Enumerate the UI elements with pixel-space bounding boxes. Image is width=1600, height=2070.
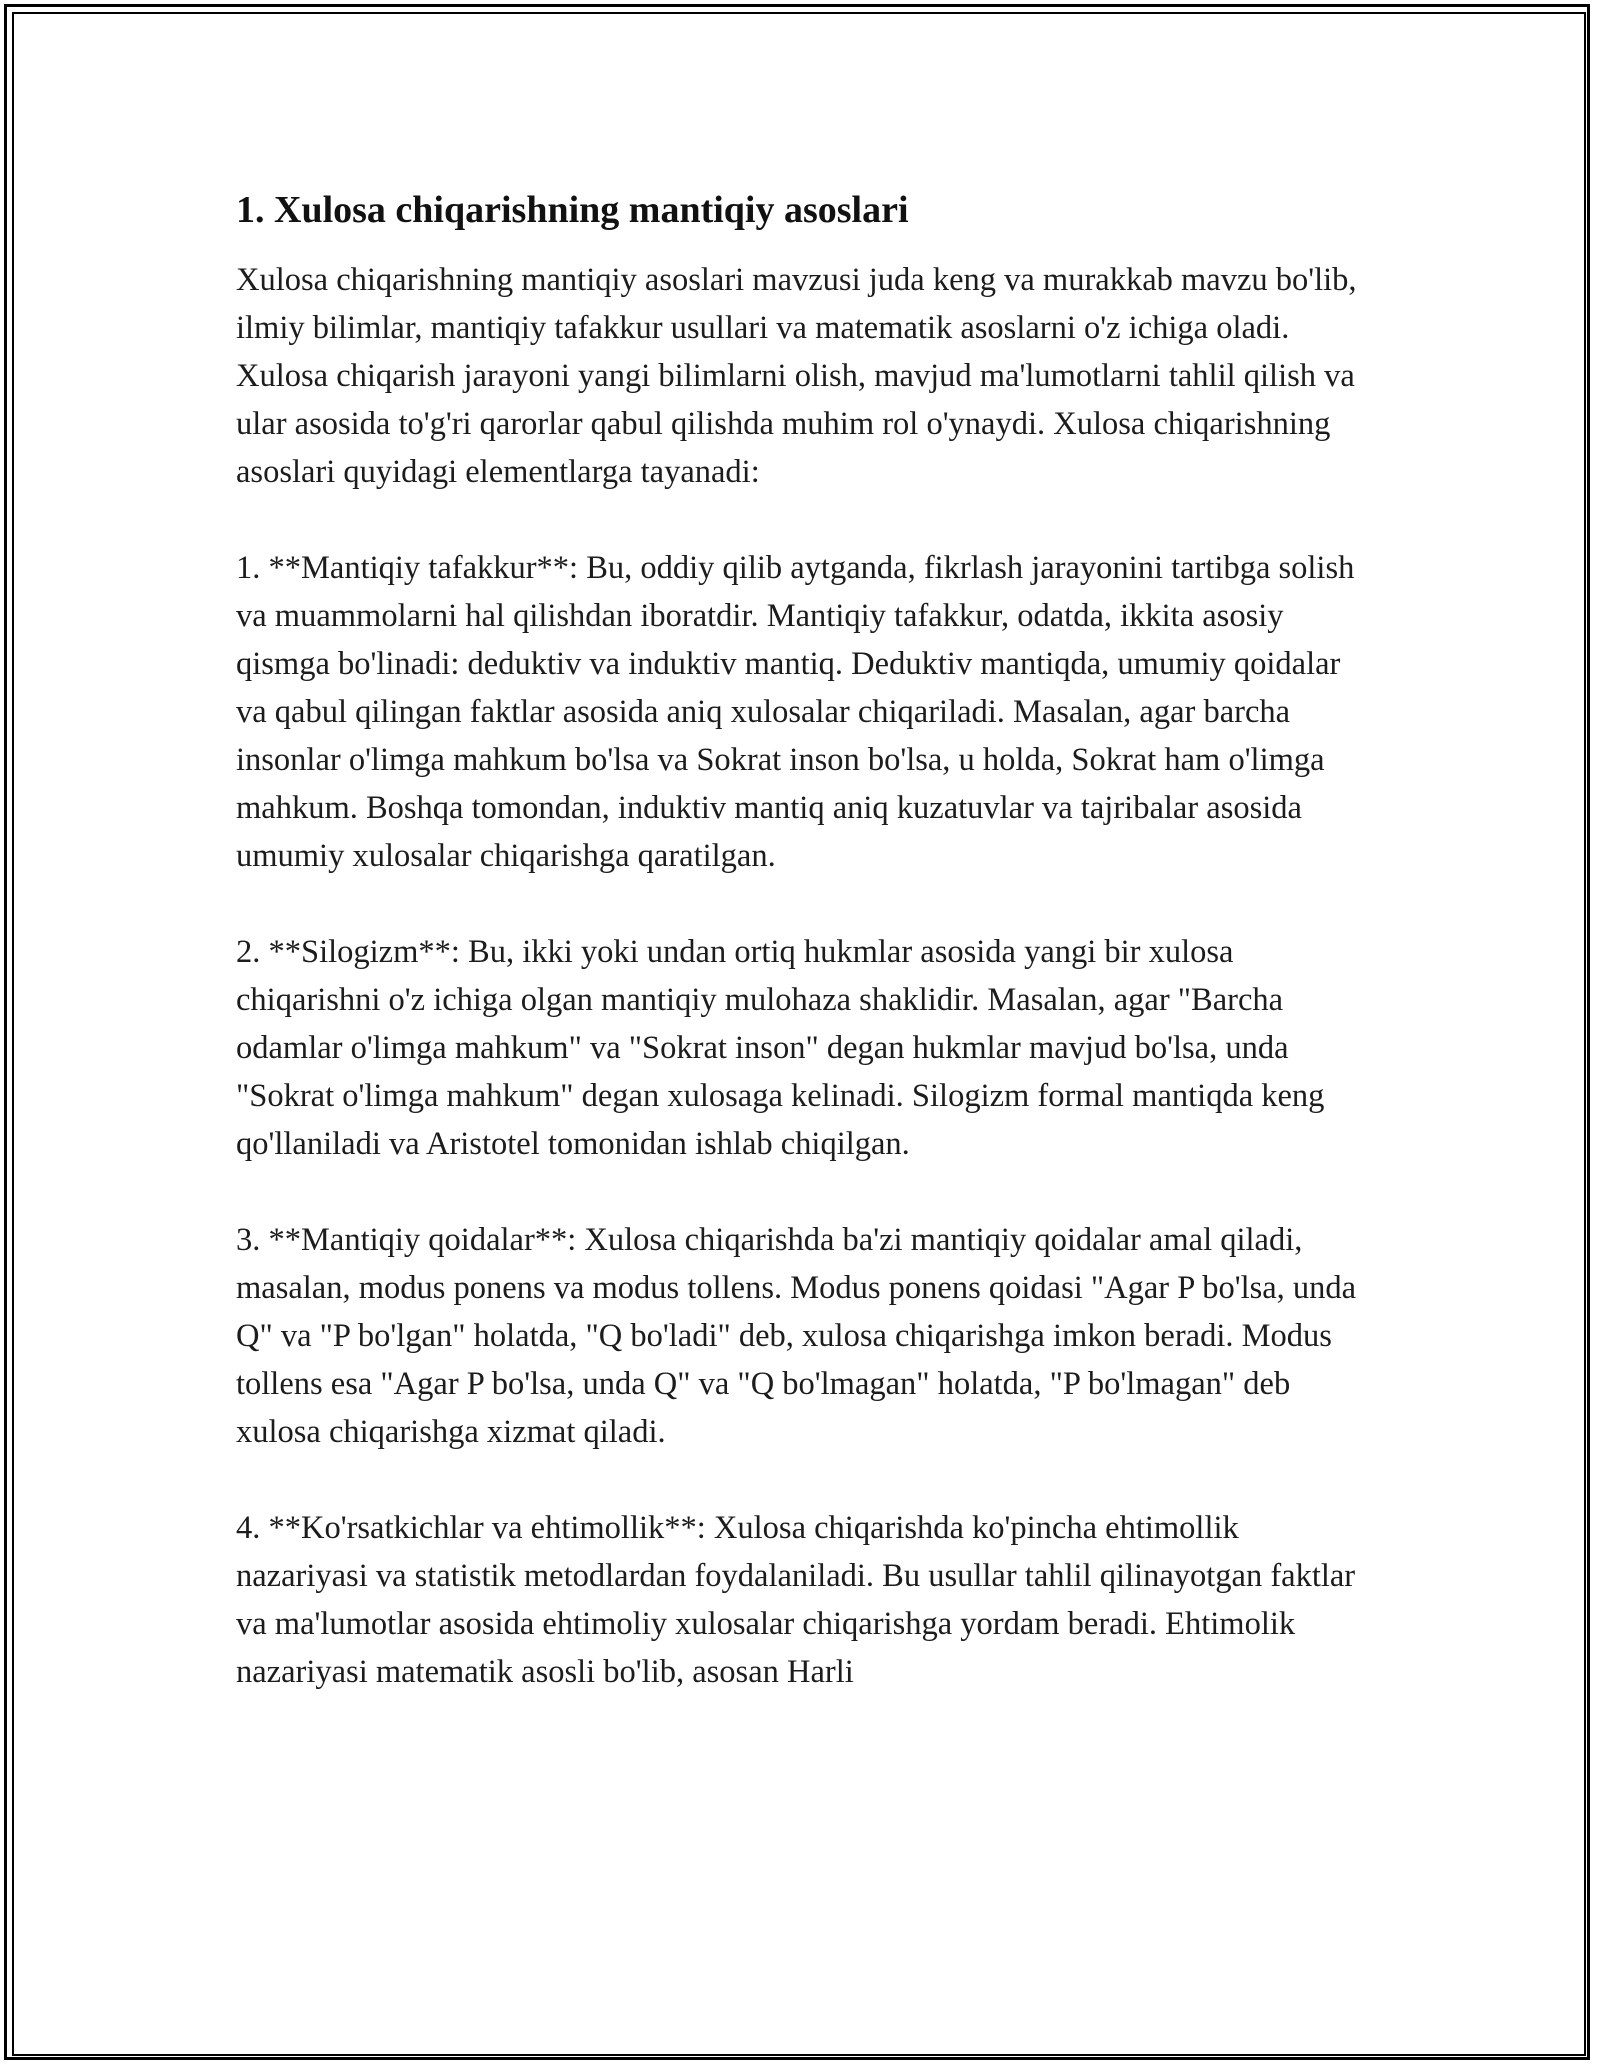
intro-paragraph: Xulosa chiqarishning mantiqiy asoslari mavzusi juda keng va murakkab mavzu bo'lib, ilmiy bilimlar, mantiqiy tafakkur usullari va matematik asoslarni o'z ichiga oladi. Xulosa chiqarish jarayoni yangi bilimlarni olish, mavjud ma'lumotlarni tahlil qilish va ular asosida to'g'ri qarorlar qabul qilishda muhim rol o'ynaydi. Xulosa chiqarishning asoslari quyidagi elementlarga tayanadi:: [236, 262, 1357, 490]
section-heading: 1. Xulosa chiqarishning mantiqiy asoslari: [236, 189, 909, 231]
document-body: [236, 186, 1366, 1744]
paragraph-mantiqiy-qoidalar: 3. **Mantiqiy qoidalar**: Xulosa chiqarishda ba'zi mantiqiy qoidalar amal qiladi, masalan, modus ponens va modus tollens. Modus ponens qoidasi "Agar P bo'lsa, unda Q" va "P bo'lgan" holatda, "Q bo'ladi" deb, xulosa chiqarishga imkon beradi. Modus tollens esa "Agar P bo'lsa, unda Q" va "Q bo'lmagan" holatda, "P bo'lmagan" deb xulosa chiqarishga xizmat qiladi.: [236, 1222, 1357, 1450]
paragraph-silogizm: 2. **Silogizm**: Bu, ikki yoki undan ortiq hukmlar asosida yangi bir xulosa chiqarishni o'z ichiga olgan mantiqiy mulohaza shaklidir. Masalan, agar "Barcha odamlar o'limga mahkum" va "Sokrat inson" degan hukmlar mavjud bo'lsa, unda "Sokrat o'limga mahkum" degan xulosaga kelinadi. Silogizm formal mantiqda keng qo'llaniladi va Aristotel tomonidan ishlab chiqilgan.: [236, 934, 1325, 1162]
paragraph-mantiqiy-tafakkur: 1. **Mantiqiy tafakkur**: Bu, oddiy qilib aytganda, fikrlash jarayonini tartibga solish va muammolarni hal qilishdan iboratdir. Mantiqiy tafakkur, odatda, ikkita asosiy qismga bo'linadi: deduktiv va induktiv mantiq. Deduktiv mantiqda, umumiy qoidalar va qabul qilingan faktlar asosida aniq xulosalar chiqariladi. Masalan, agar barcha insonlar o'limga mahkum bo'lsa va Sokrat inson bo'lsa, u holda, Sokrat ham o'limga mahkum. Boshqa tomondan, induktiv mantiq aniq kuzatuvlar va tajribalar asosida umumiy xulosalar chiqarishga qaratilgan.: [236, 550, 1355, 874]
paragraph-ehtimollik: 4. **Ko'rsatkichlar va ehtimollik**: Xulosa chiqarishda ko'pincha ehtimollik nazariyasi va statistik metodlardan foydalaniladi. Bu usullar tahlil qilinayotgan faktlar va ma'lumotlar asosida ehtimoliy xulosalar chiqarishga yordam beradi. Ehtimolik nazariyasi matematik asosli bo'lib, asosan Harli: [236, 1510, 1356, 1690]
